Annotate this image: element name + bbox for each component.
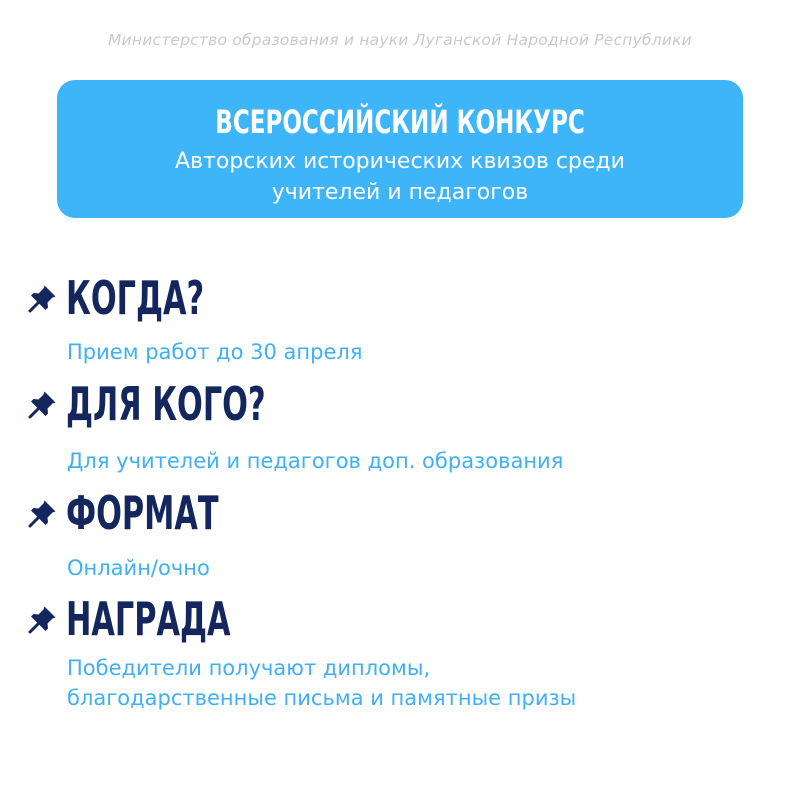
section-when-heading <box>28 273 275 323</box>
section-for-whom-body <box>67 446 563 476</box>
pushpin-icon <box>28 283 58 313</box>
section-heading: КОГДА? <box>66 271 205 325</box>
section-reward-heading <box>28 594 315 644</box>
section-heading: ФОРМАТ <box>66 486 219 540</box>
section-reward-body <box>67 653 576 713</box>
banner-subtitle <box>0 146 800 208</box>
section-format-body <box>67 553 210 583</box>
section-body-line: Прием работ до 30 апреля <box>67 340 363 364</box>
section-when-body <box>67 337 362 367</box>
ministry-caption: Министерство образования и науки Луганской Народной Республики <box>108 31 692 49</box>
section-body-line: благодарственные письма и памятные призы <box>67 686 577 710</box>
section-heading: НАГРАДА <box>66 592 231 646</box>
pushpin-icon <box>28 604 58 634</box>
section-heading: ДЛЯ КОГО? <box>66 377 266 431</box>
section-body-line: Победители получают дипломы, <box>67 656 431 680</box>
pushpin-icon <box>28 389 58 419</box>
section-for-whom-heading <box>28 379 368 429</box>
banner-title: ВСЕРОССИЙСКИЙ КОНКУРС <box>215 103 585 141</box>
banner-subtitle-line: учителей и педагогов <box>271 180 529 205</box>
banner-subtitle-line: Авторских исторических квизов среди <box>175 149 625 174</box>
section-body-line: Онлайн/очно <box>67 556 210 580</box>
section-format-heading <box>28 488 297 538</box>
section-body-line: Для учителей и педагогов доп. образования <box>67 449 564 473</box>
pushpin-icon <box>28 498 58 528</box>
